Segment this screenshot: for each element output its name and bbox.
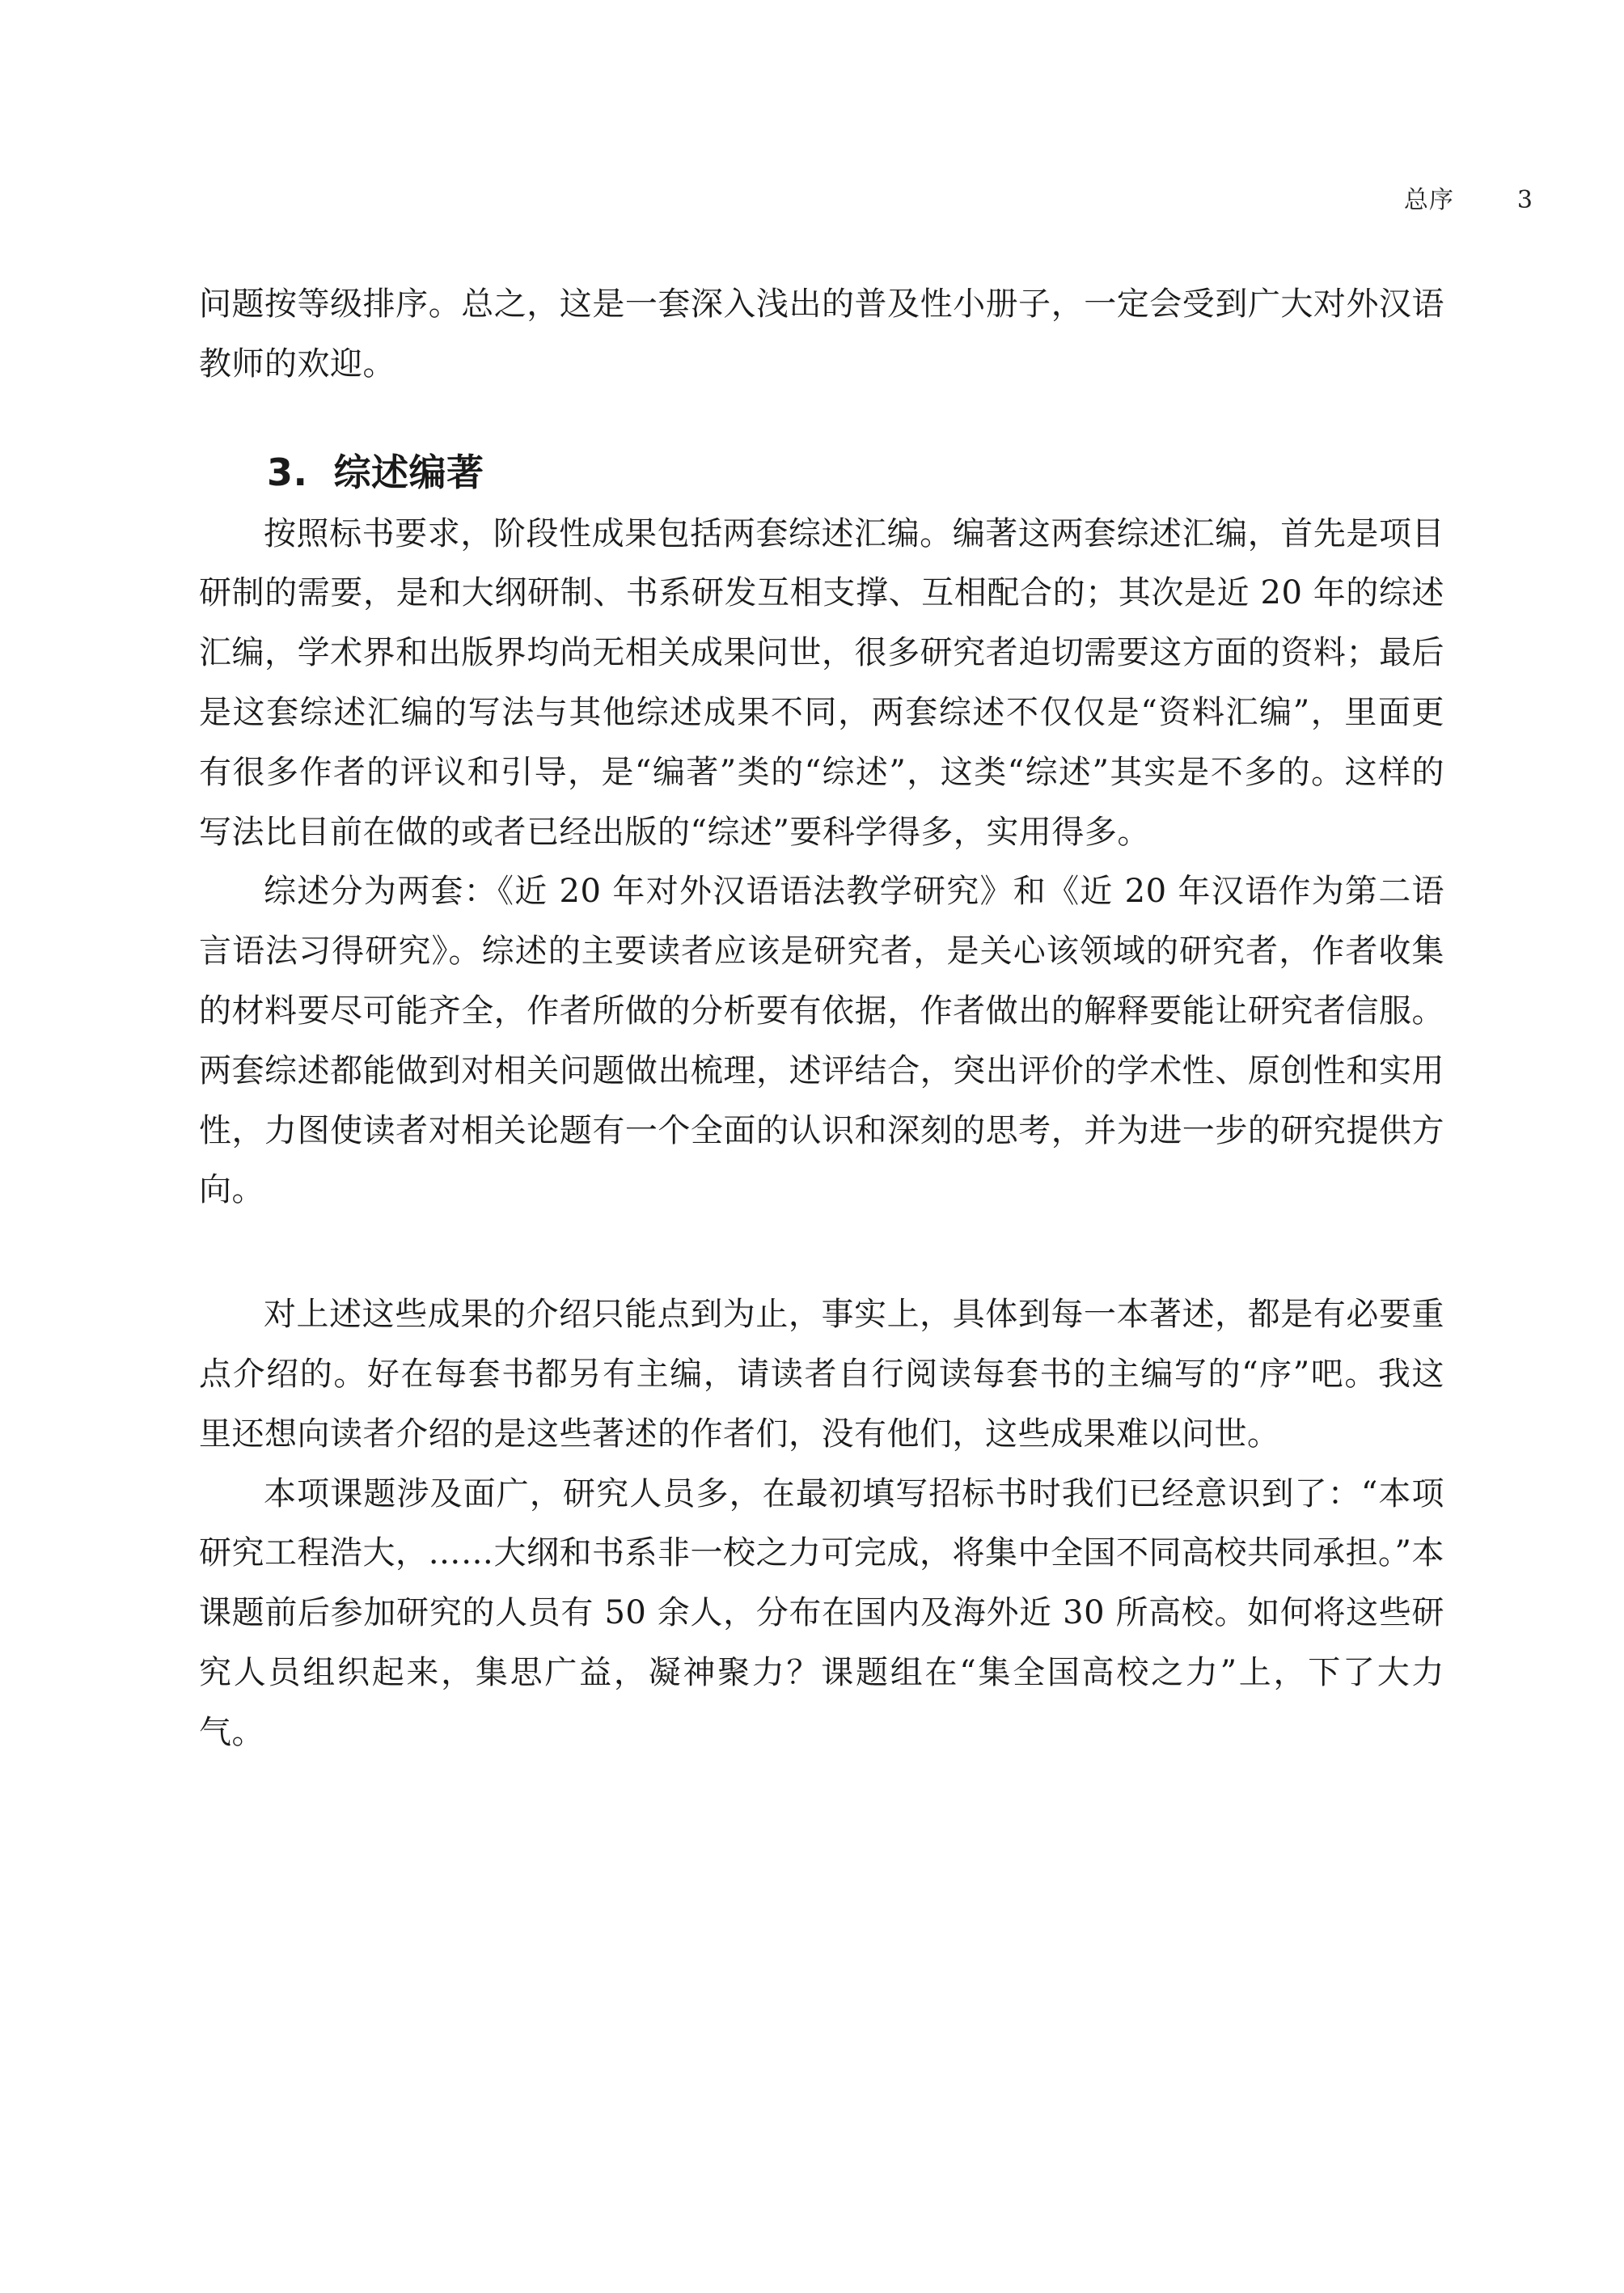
paragraph-4: 本项课题涉及面广，研究人员多，在最初填写招标书时我们已经意识到了：“本项研究工程浩大，……大纲和书系非一校之力可完成，将集中全国不同高校共同承担。”本课题前后参加研究的人员有 50 余人，分布在国内及海外近 30 所高校。如何将这些研究人员组织起来，集思广益，凝神聚力？课题组在“集全国高校之力”上，下了大力气。 [199,1474,1444,1751]
section-title: 综述编著 [333,450,484,494]
section-number: 3. [267,450,308,494]
section-heading [199,440,1444,505]
paragraph-gap [199,1221,1444,1285]
running-title: 总序 [1403,186,1454,214]
paragraph-1: 按照标书要求，阶段性成果包括两套综述汇编。编著这两套综述汇编，首先是项目研制的需要，是和大纲研制、书系研发互相支撑、互相配合的；其次是近 20 年的综述汇编，学术界和出版界均尚无相关成果问世，很多研究者迫切需要这方面的资料；最后是这套综述汇编的写法与其他综述成果不同，两套综述不仅仅是“资料汇编”，里面更有很多作者的评议和引导，是“编著”类的“综述”，这类“综述”其实是不多的。这样的写法比目前在做的或者已经出版的“综述”要科学得多，实用得多。 [199,514,1444,851]
page-number: 3 [1516,186,1533,214]
paragraph-3: 对上述这些成果的介绍只能点到为止，事实上，具体到每一本著述，都是有必要重点介绍的。好在每套书都另有主编，请读者自行阅读每套书的主编写的“序”吧。我这里还想向读者介绍的是这些著述的作者们，没有他们，这些成果难以问世。 [199,1296,1444,1453]
running-head [1404,184,1533,217]
paragraph-2: 综述分为两套：《近 20 年对外汉语语法教学研究》和《近 20 年汉语作为第二语言语法习得研究》。综述的主要读者应该是研究者，是关心该领域的研究者，作者收集的材料要尽可能齐全，作者所做的分析要有依据，作者做出的解释要能让研究者信服。两套综述都能做到对相关问题做出梳理，述评结合，突出评价的学术性、原创性和实用性，力图使读者对相关论题有一个全面的认识和深刻的思考，并为进一步的研究提供方向。 [199,873,1444,1209]
intro-paragraph: 问题按等级排序。总之，这是一套深入浅出的普及性小册子，一定会受到广大对外汉语教师的欢迎。 [199,286,1444,383]
page-body [199,275,1444,1763]
